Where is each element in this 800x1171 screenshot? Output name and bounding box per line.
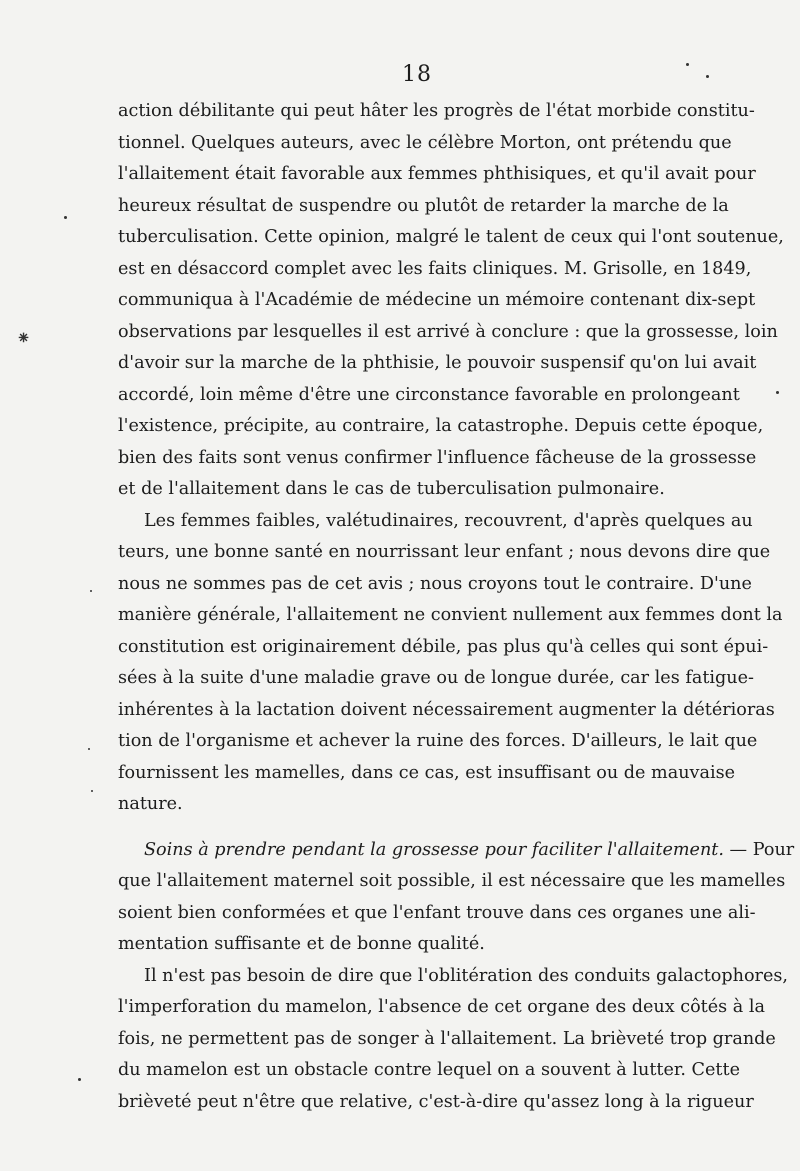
paragraph-gap <box>118 821 708 835</box>
paragraph-2 <box>118 506 783 821</box>
print-speck <box>776 391 779 394</box>
print-speck <box>91 790 93 792</box>
text-line: mentation suffisante et de bonne qualité. <box>118 934 485 954</box>
section-heading: Soins à prendre pendant la grossesse pour faciliter l'allaitement. <box>144 839 724 860</box>
text-line: Les femmes faibles, valétudinaires, recouvrent, d'après quelques au <box>144 510 753 531</box>
text-line: inhérentes à la lactation doivent nécessairement augmenter la détérioras <box>118 699 775 720</box>
text-fragment: — Pour <box>723 839 795 860</box>
text-line: observations par lesquelles il est arrivé à conclure : que la grossesse, loin <box>118 321 778 342</box>
print-speck <box>88 748 90 750</box>
margin-mark: ⁕ <box>16 328 32 349</box>
text-line: sées à la suite d'une maladie grave ou de longue durée, car les fatigue- <box>118 668 754 688</box>
text-line <box>118 835 795 867</box>
text-line: l'existence, précipite, au contraire, la catastrophe. Depuis cette époque, <box>118 416 764 436</box>
text-line: soient bien conformées et que l'enfant trouve dans ces organes une ali- <box>118 902 756 923</box>
text-line: constitution est originairement débile, pas plus qu'à celles qui sont épui- <box>118 636 769 657</box>
text-line: manière générale, l'allaitement ne convient nullement aux femmes dont la <box>118 605 783 625</box>
text-line: que l'allaitement maternel soit possible, il est nécessaire que les mamelles <box>118 871 786 891</box>
print-speck <box>706 75 709 78</box>
text-line: est en désaccord complet avec les faits cliniques. M. Grisolle, en 1849, <box>118 258 752 279</box>
text-line: action débilitante qui peut hâter les progrès de l'état morbide constitu- <box>118 101 755 121</box>
print-speck <box>90 590 92 592</box>
print-speck <box>64 216 67 219</box>
text-line: fois, ne permettent pas de songer à l'allaitement. La brièveté trop grande <box>118 1028 776 1049</box>
text-line: teurs, une bonne santé en nourrissant leur enfant ; nous devons dire que <box>118 542 771 562</box>
page-number: 18 <box>402 62 432 87</box>
text-line: tionnel. Quelques auteurs, avec le célèbre Morton, ont prétendu que <box>118 132 732 153</box>
text-line: bien des faits sont venus confirmer l'influence fâcheuse de la grossesse <box>118 447 757 468</box>
paragraph-4 <box>118 961 788 1119</box>
text-line: Il n'est pas besoin de dire que l'oblitération des conduits galactophores, <box>144 965 788 986</box>
body-text <box>118 96 795 1118</box>
text-line: d'avoir sur la marche de la phthisie, le pouvoir suspensif qu'on lui avait <box>118 353 757 373</box>
text-line: du mamelon est un obstacle contre lequel on a souvent à lutter. Cette <box>118 1060 740 1080</box>
text-line: heureux résultat de suspendre ou plutôt de retarder la marche de la <box>118 195 729 216</box>
text-line: et de l'allaitement dans le cas de tuberculisation pulmonaire. <box>118 479 665 499</box>
text-line: fournissent les mamelles, dans ce cas, est insuffisant ou de mauvaise <box>118 762 736 783</box>
print-speck <box>686 63 689 66</box>
text-line: accordé, loin même d'être une circonstance favorable en prolongeant <box>118 384 740 405</box>
print-speck <box>78 1078 81 1081</box>
text-line: tuberculisation. Cette opinion, malgré le talent de ceux qui l'ont soutenue, <box>118 227 784 247</box>
text-line: l'imperforation du mamelon, l'absence de cet organe des deux côtés à la <box>118 997 765 1017</box>
text-line: brièveté peut n'être que relative, c'est-à-dire qu'assez long à la rigueur <box>118 1091 754 1112</box>
text-line: l'allaitement était favorable aux femmes phthisiques, et qu'il avait pour <box>118 164 756 184</box>
paragraph-3 <box>118 835 795 961</box>
text-line: nous ne sommes pas de cet avis ; nous croyons tout le contraire. D'une <box>118 573 752 594</box>
text-line: tion de l'organisme et achever la ruine des forces. D'ailleurs, le lait que <box>118 731 758 751</box>
text-line: communiqua à l'Académie de médecine un mémoire contenant dix-sept <box>118 290 756 310</box>
text-line: nature. <box>118 794 183 814</box>
paragraph-1 <box>118 96 784 506</box>
